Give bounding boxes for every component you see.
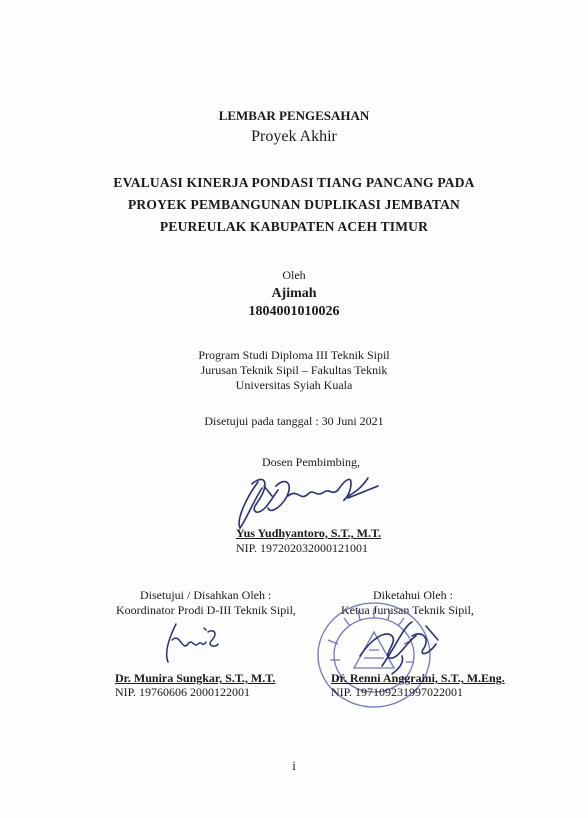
author-name: Ajimah — [271, 286, 317, 301]
program-line-3: Universitas Syiah Kuala — [235, 378, 353, 392]
left-signature — [158, 618, 224, 666]
author-nim: 1804001010026 — [248, 304, 340, 319]
program-line-1: Program Studi Diploma III Teknik Sipil — [198, 348, 390, 362]
advisor-name: Yus Yudhyantoro, S.T., M.T. — [236, 526, 382, 540]
advisor-signature — [228, 468, 388, 532]
advisor-nip: NIP. 197202032000121001 — [236, 541, 369, 555]
page-number: i — [292, 758, 296, 773]
left-signer-line-2: Koordinator Prodi D-III Teknik Sipil, — [116, 603, 296, 617]
right-signer-name: Dr. Renni Anggraini, S.T., M.Eng. — [331, 671, 505, 685]
right-signer-line-1: Diketahui Oleh : — [373, 588, 453, 602]
left-signer-line-1: Disetujui / Disahkan Oleh : — [140, 588, 272, 602]
advisor-role: Dosen Pembimbing, — [262, 455, 360, 469]
by-label: Oleh — [282, 268, 306, 282]
title-line-2: PROYEK PEMBANGUNAN DUPLIKASI JEMBATAN — [127, 197, 461, 212]
approval-date: Disetujui pada tanggal : 30 Juni 2021 — [204, 414, 384, 428]
page-heading: LEMBAR PENGESAHAN — [218, 108, 370, 123]
title-line-3: PEUREULAK KABUPATEN ACEH TIMUR — [159, 219, 429, 234]
left-signer-nip: NIP. 19760606 2000122001 — [115, 685, 251, 699]
title-line-1: EVALUASI KINERJA PONDASI TIANG PANCANG PADA — [113, 175, 475, 190]
right-signer-line-2: Ketua Jurusan Teknik Sipil, — [341, 603, 474, 617]
left-signer-name: Dr. Munira Sungkar, S.T., M.T. — [115, 671, 276, 685]
program-line-2: Jurusan Teknik Sipil – Fakultas Teknik — [200, 363, 388, 377]
page-subheading: Proyek Akhir — [251, 128, 337, 145]
right-signer-nip: NIP. 197109231997022001 — [331, 685, 464, 699]
